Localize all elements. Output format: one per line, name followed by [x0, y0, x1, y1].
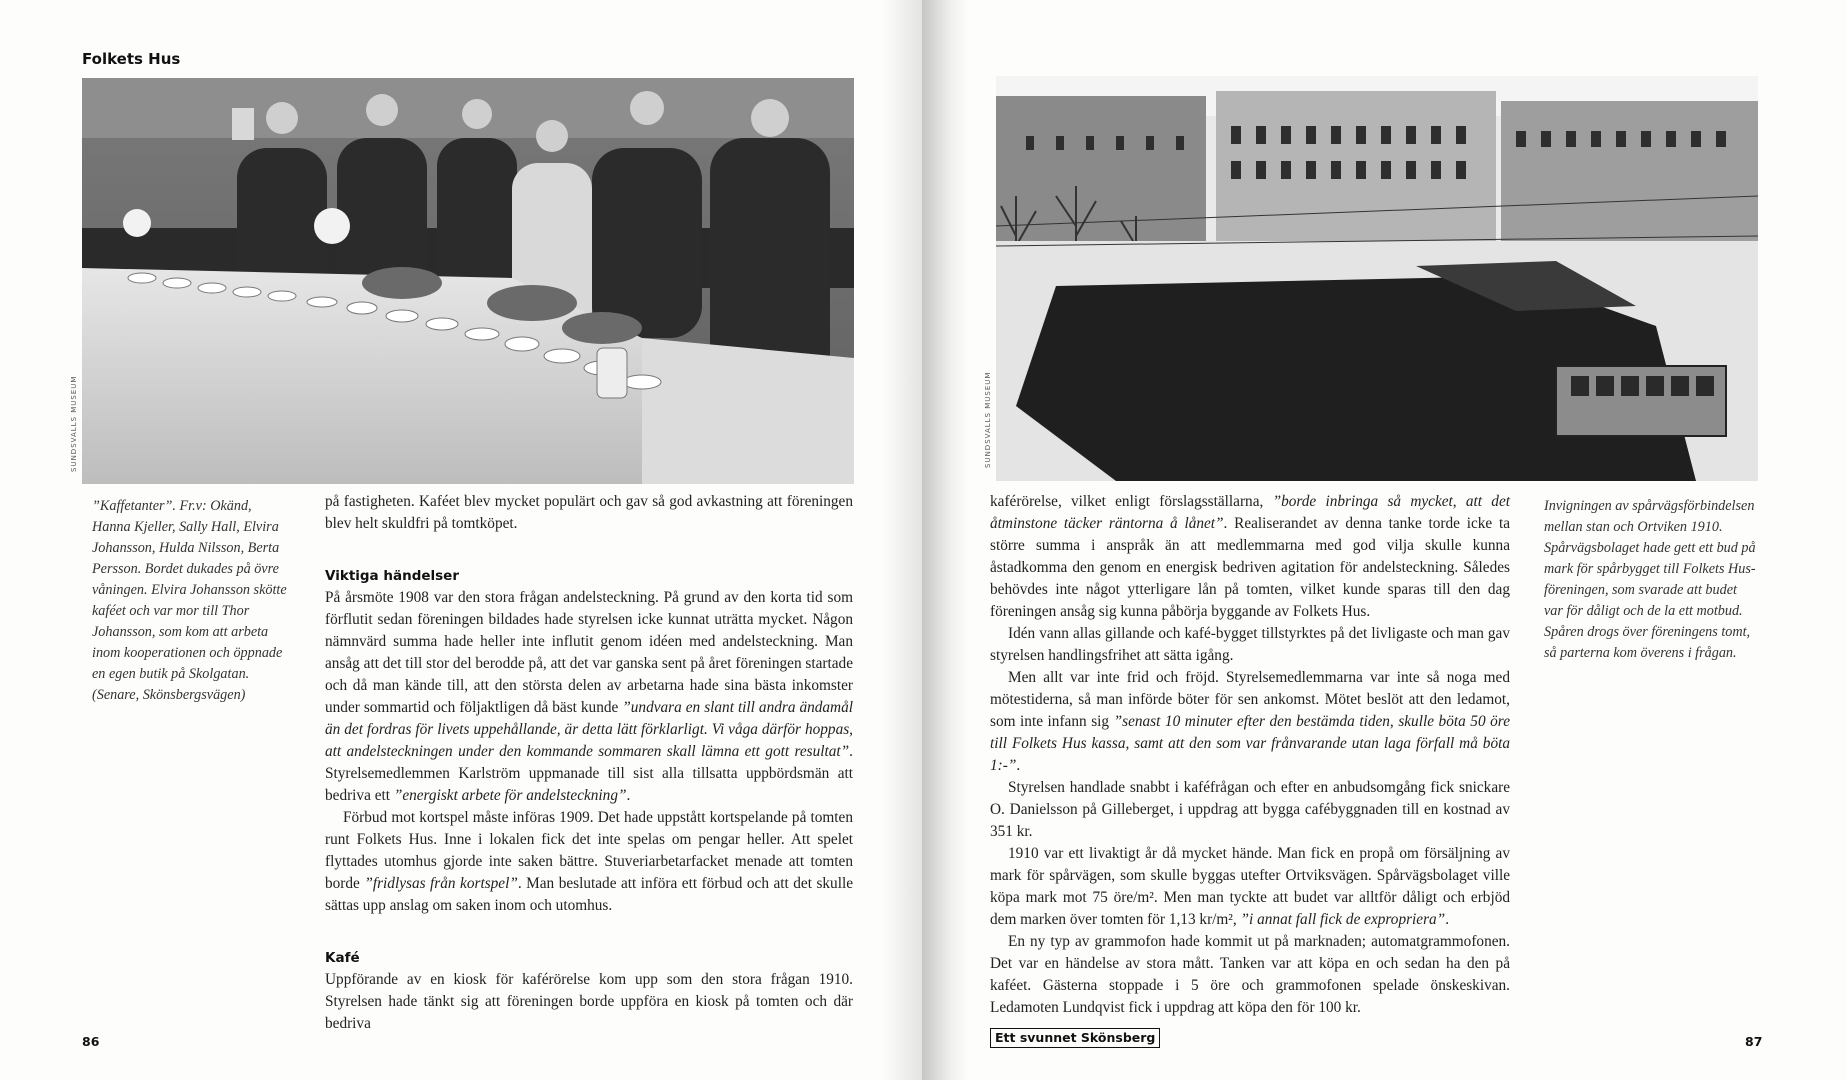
paragraph: En ny typ av grammofon hade kommit ut på marknaden; automatgrammofonen. Det var en händelse av stora mått. Tanken var att köpa en och sedan ha den på kaféet. Gästerna stoppade i 5 öre och grammofonen spelade önskeskivan. Ledamoten Lundqvist fick i uppdrag att köpa den för 100 kr.	[990, 933, 1510, 1016]
gutter-shadow	[882, 0, 922, 1080]
paragraph: Idén vann allas gillande och kafé-bygget tillstyrktes på det livligaste och man gav styrelsen handlingsfrihet att sätta igång.	[990, 625, 1510, 664]
book-title: Ett svunnet Skönsberg	[990, 1028, 1160, 1048]
photo-tram-inauguration	[996, 76, 1758, 481]
paragraph: Förbud mot kortspel måste införas 1909. Det hade uppstått kortspelande på tomten runt Folkets Hus. Inne i lokalen fick det inte spelas om pengar heller. Att spelet flyttades utomhus gjorde inte saken bättre. Stuveriarbetarfacket menade att tomten borde ”fridlysas från kortspel”. Man beslutade att införa ett förbud och att det skulle sättas upp anslag om saken inom och utomhus.	[325, 809, 853, 914]
paragraph: på fastigheten. Kaféet blev mycket populärt och gav så god avkastning att föreningen blev helt skuldfri på tomtköpet.	[325, 493, 853, 532]
paragraph: Men allt var inte frid och fröjd. Styrelsemedlemmarna var inte så noga med mötestiderna, så man införde böter för sen ankomst. Mötet beslöt att den ledamot, som inte infann sig ”senast 10 minuter efter den bestämda tiden, skulle böta 50 öre till Folkets Hus kassa, samt att den som var frånvarande utan laga förfall må böta 1:-”.	[990, 669, 1510, 774]
photo-caption: Invigningen av spårvägsförbindelsen mellan stan och Ortviken 1910. Spårvägsbolaget hade gett ett bud på mark för spårbygget till Folkets Hus-föreningen, som svarade att budet var för dåligt och de la ett motbud. Spåren drogs över föreningens tomt, så parterna kom överens i frågan.	[1544, 498, 1756, 661]
page-number: 86	[82, 1034, 100, 1049]
photo-caption: ”Kaffetanter”. Fr.v: Okänd, Hanna Kjeller, Sally Hall, Elvira Johansson, Hulda Nilsson, Berta Persson. Bordet dukades på övre våningen. Elvira Johansson skötte kaféet och var mor till Thor Johansson, som kom att arbeta inom kooperationen och öppnade en egen butik på Skolgatan. (Senare, Skönsbergsvägen)	[92, 498, 287, 703]
page-number: 87	[1745, 1034, 1763, 1049]
left-page	[0, 0, 922, 1080]
photo-credit: SUNDSVALLS MUSEUM	[984, 371, 992, 468]
section-heading: Kafé	[325, 950, 360, 966]
paragraph: 1910 var ett livaktigt år då mycket hände. Man fick en propå om försäljning av mark för spårvägen, som skulle byggas utefter Ortviksvägen. Spårvägsbolaget ville köpa mark mot 75 öre/m². Men man tyckte att budet var alltför dåligt och erbjöd dem marken över tomten för 1,13 kr/m², ”i annat fall fick de expropriera”.	[990, 845, 1510, 928]
paragraph: kaférörelse, vilket enligt förslagsställarna, ”borde inbringa så mycket, att det åtminstone täcker räntorna å lånet”. Realiserandet av denna tanke torde icke ta större summa i anspråk än att medlemmarna med god vilja skulle kunna åstadkomma den genom en energisk bedriven agitation för andelsteckning. Således behövdes inte något ytterligare lån på tomten, vilket kunde sparas till den dag föreningen ansåg sig kunna påbörja byggande av Folkets Hus.	[990, 493, 1510, 620]
paragraph: Styrelsen handlade snabbt i kaféfrågan och efter en anbudsomgång fick snickare O. Danielsson på Gilleberget, i uppdrag att bygga cafébyggnaden till en kostnad av 351 kr.	[990, 779, 1510, 840]
text-column	[990, 491, 1510, 1019]
photo-coffee-ladies-image	[82, 78, 854, 484]
right-page	[922, 0, 1846, 1080]
paragraph: Uppförande av en kiosk för kaférörelse kom upp som den stora frågan 1910. Styrelsen hade tänkt sig att föreningen borde uppföra en kiosk på tomten och där bedriva	[325, 971, 853, 1032]
photo-coffee-ladies	[82, 78, 854, 484]
photo-credit: SUNDSVALLS MUSEUM	[70, 375, 78, 472]
running-head: Folkets Hus	[82, 50, 181, 68]
photo-tram-inauguration-image	[996, 76, 1758, 481]
paragraph: På årsmöte 1908 var den stora frågan andelsteckning. På grund av den korta tid som förflutit sedan föreningen bildades hade styrelsen icke kunnat uträtta mycket. Någon nämnvärd summa hade heller inte influtit genom idéen med andelsteckning. Man ansåg att det till stor del berodde på, att det var ganska sent på året föreningen startade och då man kände till, att den största delen av arbetarna hade sina bästa inkomster under sommartid och följaktligen då bäst kunde ”undvara en slant till andra ändamål än det fordras för livets uppehållande, är detta lätt förklarligt. Vi våga därför hoppas, att andelsteckningen under den kommande sommaren skall lämna ett gott resultat”. Styrelsemedlemmen Karlström uppmanade till sist alla tillsatta uppbördsmän att bedriva ett ”energiskt arbete för andelsteckning”.	[325, 589, 854, 804]
gutter-shadow	[922, 0, 968, 1080]
section-heading: Viktiga händelser	[325, 568, 459, 584]
text-column	[325, 491, 853, 1035]
